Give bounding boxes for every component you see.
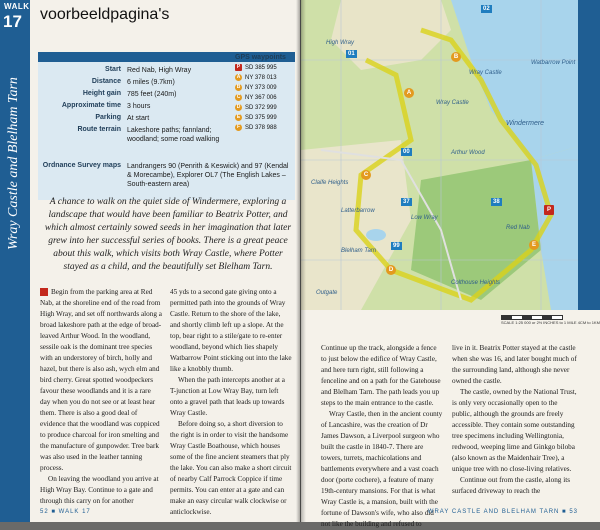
grid-label: 02 — [483, 6, 490, 12]
grid-label: 38 — [493, 199, 500, 205]
map-label: Colthouse Heights — [451, 280, 501, 286]
scale-label: SCALE 1:25 000 or 2½ INCHES to 1 MILE 4CM to 1KM — [501, 320, 600, 325]
paragraph: Continue out from the castle, along its surfaced driveway to reach the — [452, 476, 570, 495]
gps-item: E SD 375 999 — [236, 114, 277, 121]
paragraph: Begin from the parking area at Red Nab, at the shoreline end of the road from High Wray, and set off northwards along a broad lakeshore path at the edge of broad-leaved Arthur Wood. In the woodland, sessile oak is the dominant tree species with an understorey of birch, holly and hazel, but there is also ash, wych elm and bird cherry. Great spotted woodpeckers favour these woodlands and it is a rare day when you do not see or at least hear them. There is also a good deal of evidence that the woodland was coppiced to produce charcoal for iron smelting and the manufacture of gunpowder. Tree bark was also used in the leather tanning process. — [40, 288, 162, 472]
map-label: Arthur Wood — [451, 150, 485, 156]
waypoint-marker-icon: A — [404, 88, 414, 98]
walk-tab — [0, 0, 30, 522]
left-page — [0, 0, 300, 522]
gps-item: A NY 378 013 — [236, 74, 277, 81]
paragraph: The castle, owned by the National Trust, is only very occasionally open to the public, although the grounds are freely accessible. They contain some outstanding tree specimens including Wellingtonia, redwood, weeping lime and Ginkgo biloba (also known as the Maidenhair Tree), a unique tree with no close-living relatives. — [452, 388, 577, 473]
gps-item: D SD 372 999 — [236, 104, 277, 111]
info-row: Approximate time 3 hours — [61, 102, 151, 110]
info-row: Start Red Nab, High Wray — [105, 66, 192, 74]
parking-icon: P — [544, 205, 554, 215]
info-row-os-maps: Ordnance Survey maps Landrangers 90 (Penrith & Keswick) and 97 (Kendal & Morecambe), Explorer OL7 (The English Lakes – South-eastern area) — [42, 162, 289, 188]
waypoint-marker-icon: C — [361, 170, 371, 180]
paragraph: live in it. Beatrix Potter stayed at the castle when she was 16, and later bought much of the surrounding land, although she never owned the castle. — [452, 344, 577, 385]
waypoint-marker-icon: D — [236, 104, 241, 110]
map-label: Wray Castle — [469, 70, 502, 76]
gps-waypoints — [235, 54, 293, 134]
walk-vertical-title: Wray Castle and Blelham Tarn — [6, 77, 21, 250]
waypoint-marker-icon: F — [236, 124, 241, 130]
walk-tab-label: WALK — [4, 2, 30, 11]
paragraph: Continue up the track, alongside a fence to just below the edifice of Wray Castle, and here turn right, still following a fenceline and on a path for the Gatehouse and Blelham Tarn. The path leads you up steps to the main entrance to the castle. — [321, 344, 441, 407]
map-label: Red Nab — [506, 225, 530, 231]
paragraph: Before doing so, a short diversion to the right is in order to visit the handsome Wray Castle Boathouse, which houses some of the fine ancient steamers that ply the lake. You can also make a short circuit of nearby Calf Parrock Coppice if time permits. You can enter at a gate and can make an easy circular walk clockwise or anticlockwise. — [170, 420, 292, 516]
parking-icon: P — [236, 64, 241, 70]
info-row: Route terrain Lakeshore paths; fannland; woodland; some road walking — [77, 126, 220, 143]
grid-label: 37 — [403, 199, 410, 205]
gps-item: C NY 367 006 — [236, 94, 277, 101]
footer-left: 52 ■ WALK 17 — [40, 509, 91, 515]
grid-label: 01 — [348, 51, 355, 57]
map-label: Watbarrow Point — [531, 60, 576, 66]
text-column-3 — [321, 343, 443, 530]
map-label: Blelham Tarn — [341, 248, 377, 254]
route-map — [301, 0, 600, 310]
waypoint-marker-icon: B — [451, 52, 461, 62]
waypoint-marker-icon: C — [236, 94, 241, 100]
gps-title: GPS waypoints — [235, 54, 286, 61]
gps-item: F SD 378 988 — [236, 124, 277, 131]
info-rows — [38, 66, 228, 147]
waypoint-marker-icon: E — [236, 114, 241, 120]
info-row: Distance 6 miles (9.7km) — [91, 78, 175, 86]
info-table — [38, 52, 295, 200]
grid-label: 00 — [403, 149, 410, 155]
map-label: Claife Heights — [311, 180, 349, 186]
walk-number: 17 — [3, 12, 22, 31]
map-label: High Wray — [326, 40, 355, 46]
text-column-1 — [40, 287, 162, 507]
right-page — [301, 0, 600, 528]
parking-start-icon — [40, 288, 48, 296]
text-column-2 — [170, 287, 292, 518]
info-row: Parking At start — [95, 114, 150, 122]
paragraph: When the path intercepts another at a T-junction at Low Wray Bay, turn left onto a gravel path that leads up towards Wray Castle. — [170, 376, 285, 417]
map-label: Low Wray — [411, 215, 438, 221]
book-gutter — [296, 0, 306, 522]
intro-paragraph: A chance to walk on the quiet side of Windermere, exploring a landscape that would have been familiar to Beatrix Potter, and which almost certainly sowed seeds in her imagination that later grew into her successful series of books. There is a great peace about this walk, which visits both Wray Castle, where Potter stayed as a child, and the beautifully set Blelham Tarn. — [44, 197, 292, 272]
footer-right: WRAY CASTLE AND BLELHAM TARN ■ 53 — [427, 509, 578, 515]
waypoint-marker-icon: B — [236, 84, 241, 90]
map-side-tab — [578, 0, 600, 310]
waypoint-marker-icon: E — [529, 240, 539, 250]
waypoint-marker-icon: A — [236, 74, 241, 80]
map-label: Windermere — [506, 120, 545, 127]
map-label: Wray Castle — [436, 100, 469, 106]
info-row: Height gain 785 feet (240m) — [82, 90, 177, 98]
blelham-tarn — [366, 229, 386, 241]
text-column-4 — [452, 343, 578, 497]
gps-item: B NY 373 009 — [236, 84, 277, 91]
waypoint-marker-icon: D — [386, 265, 396, 275]
grid-label: 99 — [393, 243, 400, 249]
map-label: Outgate — [316, 290, 338, 296]
paragraph: Wray Castle, then in the ancient county of Lancashire, was the creation of Dr James Dawson, a Liverpool surgeon who built the castle in 1840-7. There are towers, turrets, machicolations and battlements everywhere and a vast coach door (porte cochere), a feature of many 19th-century mansions. For that is what Wray Castle is, a mansion, built with the fortune of Dawson's wife, who also did not like the building and refused to — [321, 410, 443, 528]
gps-item: P SD 385 995 — [236, 64, 277, 71]
site-title: voorbeeldpagina's — [40, 6, 170, 23]
paragraph: On leaving the woodland you arrive at High Wray Bay. Continue to a gate and through this carry on for another — [40, 475, 159, 505]
paragraph: 45 yds to a second gate giving onto a permitted path into the grounds of Wray Castle. Return to the shore of the lake, and shortly climb left up a slope. At the top, bear right to a stile/gate to re-enter woodland, beyond which lies shapely Watbarrow Point sticking out into the lake like a knobbly thumb. — [170, 288, 292, 373]
map-label: Latterbarrow — [341, 208, 375, 214]
